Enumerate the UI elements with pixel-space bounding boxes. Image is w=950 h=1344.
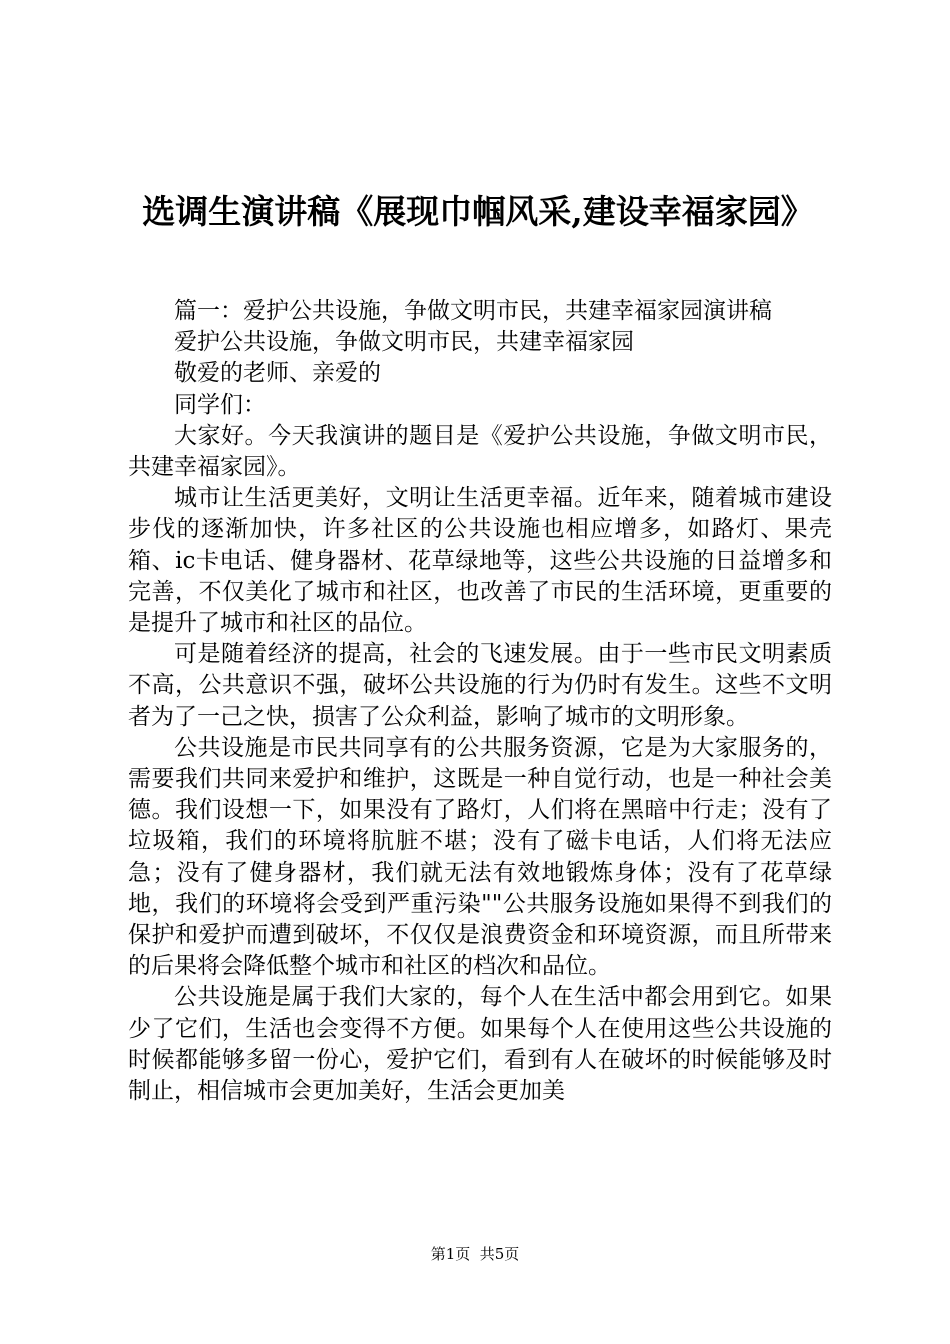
paragraph: 同学们：	[174, 391, 266, 418]
paragraph: 公共设施是市民共同享有的公共服务资源，它是为大家服务的，需要我们共同来爱护和维护，这既是一种自觉行动，也是一种社会美德。我们设想一下，如果没有了路灯，人们将在黑暗中行走；没有了垃圾箱，我们的环境将肮脏不堪；没有了磁卡电话，人们将无法应急；没有了健身器材，我们就无法有效地锻炼身体；没有了花草绿地，我们的环境将会受到严重污染""公共服务设施如果得不到我们的保护和爱护而遭到破坏，不仅仅是浪费资金和环境资源，而且所带来的后果将会降低整个城市和社区的档次和品位。	[128, 734, 832, 980]
paragraph: 篇一：爱护公共设施，争做文明市民，共建幸福家园演讲稿	[174, 298, 772, 324]
paragraph: 敬爱的老师、亲爱的	[174, 360, 381, 387]
paragraph: 大家好。今天我演讲的题目是《爱护公共设施，争做文明市民，共建幸福家园》。	[128, 422, 832, 481]
paragraph: 城市让生活更美好，文明让生活更幸福。近年来，随着城市建设步伐的逐渐加快，许多社区的公共设施也相应增多，如路灯、果壳箱、ic卡电话、健身器材、花草绿地等，这些公共设施的日益增多和完善，不仅美化了城市和社区，也改善了市民的生活环境，更重要的是提升了城市和社区的品位。	[128, 485, 832, 637]
document-body	[128, 296, 832, 1107]
paragraph: 爱护公共设施，争做文明市民，共建幸福家园	[174, 329, 634, 356]
page-number: 第1页 共5页	[430, 1245, 520, 1263]
paragraph: 可是随着经济的提高，社会的飞速发展。由于一些市民文明素质不高，公共意识不强，破坏公共设施的行为仍时有发生。这些不文明者为了一己之快，损害了公众利益，影响了城市的文明形象。	[128, 641, 832, 730]
page-footer	[0, 1244, 950, 1264]
document-title: 选调生演讲稿《展现巾帼风采,建设幸福家园》	[142, 192, 814, 231]
paragraph: 公共设施是属于我们大家的，每个人在生活中都会用到它。如果少了它们，生活也会变得不方便。如果每个人在使用这些公共设施的时候都能够多留一份心，爱护它们，看到有人在破坏的时候能够及时制止，相信城市会更加美好，生活会更加美	[128, 984, 832, 1105]
